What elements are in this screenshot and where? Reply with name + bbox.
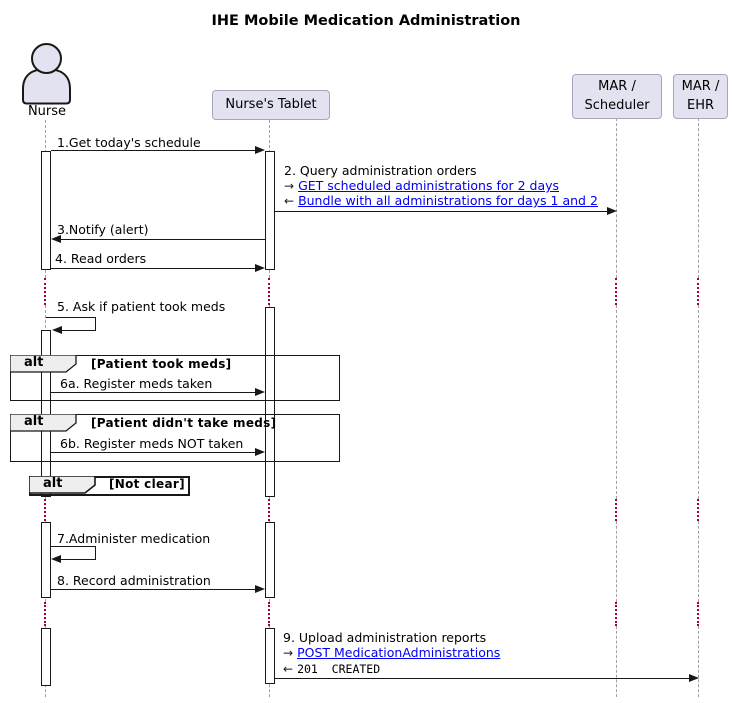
lifeline-ehr xyxy=(698,118,699,278)
lifeline-scheduler xyxy=(616,118,617,278)
lifeline-ehr xyxy=(698,521,699,602)
lifeline-scheduler xyxy=(616,305,617,499)
message-9-request xyxy=(283,645,500,660)
activation-bar-tablet xyxy=(265,307,275,497)
delay-dots xyxy=(697,499,699,521)
delay-dots xyxy=(697,278,699,305)
message-7-self-line xyxy=(95,546,96,560)
delay-dots xyxy=(615,602,617,626)
message-7-self-line xyxy=(60,559,96,560)
participant-nurses-tablet xyxy=(212,90,330,120)
message-4-label: 4. Read orders xyxy=(55,251,147,266)
alt-frame-3 xyxy=(29,476,190,496)
message-9-response xyxy=(283,661,380,676)
alt-frame-1-tab xyxy=(10,355,77,373)
delay-dots xyxy=(44,278,46,305)
lifeline-scheduler xyxy=(616,626,617,697)
participant-label-line2: EHR xyxy=(686,97,715,113)
alt-operator-label: alt xyxy=(43,476,63,491)
message-5-self-line xyxy=(61,330,96,331)
response-arrow-icon: ← xyxy=(284,194,295,208)
participant-mar-ehr xyxy=(673,74,728,119)
activation-bar-nurse xyxy=(41,151,51,270)
arrowhead xyxy=(52,326,62,334)
response-status-text: 201 CREATED xyxy=(297,662,381,676)
delay-dots xyxy=(268,499,270,521)
alt-operator-label: alt xyxy=(24,355,44,370)
participant-label: Nurse's Tablet xyxy=(225,96,317,112)
message-5-label: 5. Ask if patient took meds xyxy=(57,299,226,314)
diagram-title: IHE Mobile Medication Administration xyxy=(211,13,521,29)
message-9-label: 9. Upload administration reports xyxy=(283,630,487,645)
delay-dots xyxy=(268,278,270,305)
arrowhead xyxy=(51,555,61,563)
arrowhead xyxy=(255,448,265,456)
message-1-arrow xyxy=(51,150,256,151)
arrowhead xyxy=(689,674,699,682)
arrowhead xyxy=(51,235,61,243)
participant-label-line1: MAR / xyxy=(681,79,720,95)
arrowhead xyxy=(255,264,265,272)
message-7-self-line xyxy=(51,546,96,547)
message-3-arrow xyxy=(60,239,265,240)
message-1-label: 1.Get today's schedule xyxy=(57,135,201,150)
message-3-label: 3.Notify (alert) xyxy=(57,222,149,237)
participant-mar-scheduler xyxy=(572,74,662,119)
response-arrow-icon: ← xyxy=(283,662,294,676)
alt-pentagon xyxy=(10,355,77,373)
participant-label-line2: Scheduler xyxy=(584,97,650,113)
message-6a-label: 6a. Register meds taken xyxy=(60,376,213,391)
message-5-self-line xyxy=(46,317,96,318)
link-get-scheduled-administrations[interactable]: GET scheduled administrations for 2 days xyxy=(298,178,560,193)
request-arrow-icon: → xyxy=(283,646,294,660)
lifeline-scheduler xyxy=(616,521,617,602)
nurse-actor-icon xyxy=(21,43,73,105)
activation-bar-tablet xyxy=(265,522,275,598)
delay-dots xyxy=(697,602,699,626)
arrowhead xyxy=(255,388,265,396)
delay-dots xyxy=(268,602,270,626)
participant-label-line1: MAR / xyxy=(598,79,636,95)
link-post-medication-administrations[interactable]: POST MedicationAdministrations xyxy=(297,645,501,660)
lifeline-ehr xyxy=(698,626,699,697)
activation-bar-tablet xyxy=(265,628,275,684)
activation-bar-tablet xyxy=(265,151,275,270)
link-bundle-administrations[interactable]: Bundle with all administrations for days 1 and 2 xyxy=(298,193,598,208)
arrowhead xyxy=(255,585,265,593)
message-9-arrow xyxy=(275,678,690,679)
arrowhead xyxy=(255,146,265,154)
alt-pentagon xyxy=(10,414,77,432)
message-8-arrow xyxy=(51,589,256,590)
delay-dots xyxy=(615,278,617,305)
message-8-label: 8. Record administration xyxy=(57,573,211,588)
delay-dots xyxy=(44,499,46,521)
delay-dots xyxy=(615,499,617,521)
delay-dots xyxy=(44,602,46,626)
activation-bar-nurse xyxy=(41,522,51,598)
nurse-actor-label: Nurse xyxy=(27,104,67,119)
activation-bar-nurse xyxy=(41,628,51,686)
message-2-response xyxy=(284,193,598,208)
message-6b-label: 6b. Register meds NOT taken xyxy=(60,436,244,451)
message-5-self-line xyxy=(95,317,96,331)
alt-frame-2-tab xyxy=(10,414,77,432)
alt-frame-3-tab xyxy=(29,476,96,494)
alt-operator-label: alt xyxy=(24,414,44,429)
message-2-arrow xyxy=(275,211,608,212)
request-arrow-icon: → xyxy=(284,179,295,193)
alt-condition: [Patient took meds] xyxy=(91,357,232,371)
message-7-label: 7.Administer medication xyxy=(57,531,211,546)
lifeline-ehr xyxy=(698,305,699,499)
message-2-label: 2. Query administration orders xyxy=(284,163,477,178)
alt-condition: [Not clear] xyxy=(109,477,185,491)
message-6b-arrow xyxy=(51,452,256,453)
message-2-request xyxy=(284,178,559,193)
message-6a-arrow xyxy=(51,392,256,393)
message-4-arrow xyxy=(51,268,256,269)
alt-condition: [Patient didn't take meds] xyxy=(91,416,277,430)
alt-pentagon xyxy=(29,476,96,494)
arrowhead xyxy=(607,207,617,215)
